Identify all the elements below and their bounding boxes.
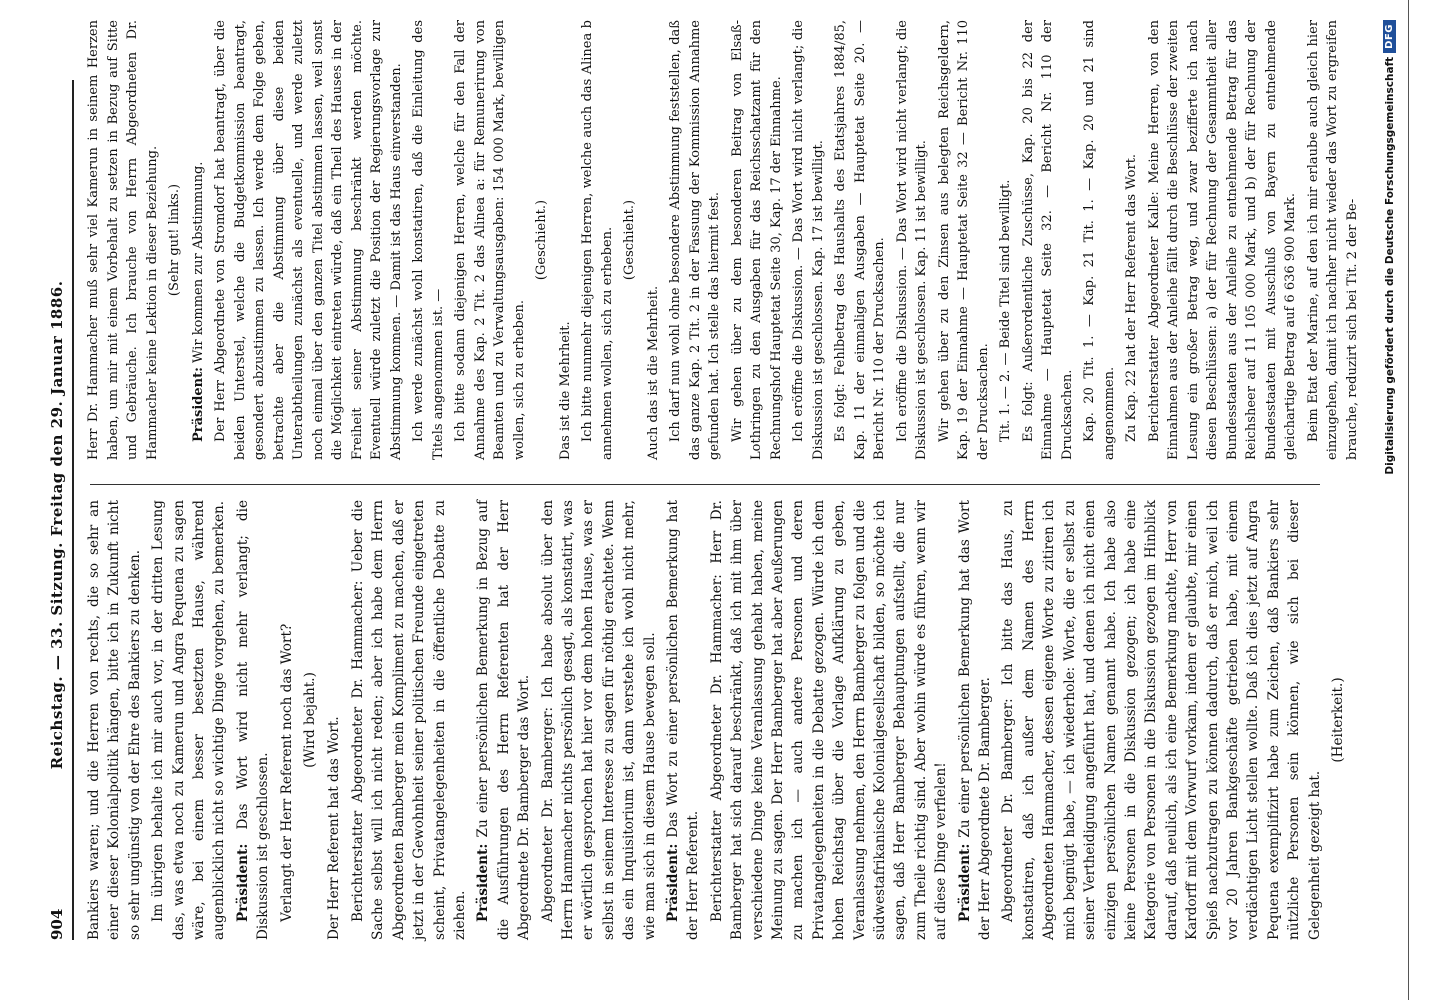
page-title: Reichstag. — 33. Sitzung. Freitag den 29. Januar 1886. xyxy=(48,280,66,770)
paragraph xyxy=(473,500,534,940)
paragraph xyxy=(663,500,704,940)
right-column xyxy=(84,20,1365,460)
speaker-label: Präsident: xyxy=(664,843,681,922)
paragraph: Der Herr Abgeordnete von Stromdorf hat beantragt, über die beiden Unterstel, welche die Budgetkommission beantragt, gesondert abzustimmen zu lassen. Ich werde dem Folge geben, betrachte aber die Abstimmung über diese beiden Unterabtheilungen zunächst als eventuelle, und werde zuletzt noch einmal über den ganzen Titel abstimmen lassen, weil sonst die Möglichkeit eintreten würde, daß ein Theil des Hauses in der Freiheit seiner Abstimmung beschränkt werden möchte. Eventuell würde zuletzt die Position der Regierungsvorlage zur Abstimmung kommen. — Damit ist das Haus einverstanden. xyxy=(213,20,404,460)
paragraph: Im übrigen behalte ich mir auch vor, in der dritten Lesung das, was etwa noch zu Kamerun und Angra Pequena zu sagen wäre, bei einem besser besetzten Hause, während augenblicklich nicht so wichtige Dinge vorgehen, zu bemerken. xyxy=(150,500,228,940)
paragraph-text: Wir kommen zur Abstimmung. xyxy=(190,161,206,368)
column-divider xyxy=(90,484,1320,485)
paragraph: Tit. 1. — 2. — Beide Titel sind bewilligt. xyxy=(998,179,1013,442)
paragraph: Auch das ist die Mehrheit. xyxy=(645,285,661,460)
paragraph xyxy=(955,500,996,940)
paragraph: Es folgt: Außerordentliche Zuschüsse, Kap. 20 bis 22 der Einnahme — Hauptetat Seite 32. — Bericht Nr. 110 der Drucksachen. xyxy=(1020,20,1075,460)
stage-direction: (Geschieht.) xyxy=(622,199,637,281)
paragraph: Berichterstatter Abgeordneter Dr. Hammacher: Ueber die Sache selbst will ich nicht reden; aber ich habe dem Herrn Abgeordneten Bamberger mein Kompliment zu machen, daß er jetzt in der Gewohnheit seiner politischen Freunde eingetreten scheint, Privatangelegenheiten in die öffentliche Debatte zu ziehen. xyxy=(349,500,468,940)
paragraph-text: Das Wort zu einer persönlichen Bemerkung hat der Herr Referent. xyxy=(664,500,702,940)
paragraph-text: Zu einer persönlichen Bemerkung hat das Wort der Herr Abgeordnete Dr. Bamberger. xyxy=(956,500,994,940)
speaker-label: Präsident: xyxy=(190,367,206,442)
paragraph: Berichterstatter Abgeordneter Dr. Hammacher: Herr Dr. Bamberger hat sich darauf beschränkt, daß ich mit ihm über verschiedene Dinge keine Veranlassung gehabt haben, meine Meinung zu sagen. Der Herr Bamberger hat aber Aeußerungen zu machen ich — auch andere Personen und deren Privatangelegenheiten in die Debatte gezogen. Würde ich dem hohen Reichstag über die Vorlage Aufklärung zu geben, Veranlassung nehmen, den Herrn Bamberger zu folgen und die südwestafrikanische Kolonialgesellschaft bilden, so möchte ich sagen, daß Herr Bamberger Behauptungen aufstellt, die nur zum Theile richtig sind. Aber wohin würde es führen, wenn wir auf diese Dinge verfielen! xyxy=(708,500,950,940)
paragraph: Ich werde zunächst wohl konstatiren, daß die Einleitung des Titels angenommen ist. — xyxy=(411,20,446,460)
paragraph: Kap. 20 Tit. 1. — Kap. 21 Tit. 1. — Kap. 20 und 21 sind angenommen. xyxy=(1082,20,1117,460)
paragraph: Zu Kap. 22 hat der Herr Referent das Wort. xyxy=(1124,153,1139,442)
paragraph: Ich bitte nunmehr diejenigen Herren, welche auch das Alinea b annehmen wollen, sich zu erheben. xyxy=(580,20,615,460)
paragraph: Bankiers waren; und die Herren von rechts, die so sehr an einer dieser Kolonialpolitik hängen, bitte ich in Zukunft nicht so sehr ungünstig von der Ehre des Bankiers zu denken. xyxy=(86,500,143,940)
speaker-label: Präsident: xyxy=(234,843,251,922)
paragraph: Abgeordneter Dr. Bamberger: Ich bitte das Haus, zu konstatiren, daß ich außer dem Namen des Herrn Abgeordneten Hammacher, dessen eigene Worte zu zitiren ich mich begnügt habe, — ich wiederhole: Worte, die er selbst zu seiner Vertheidigung angeführt hat, und denen ich nicht einen einzigen persönlichen Namen genannt habe. Ich habe also keine Personen in die Diskussion gezogen; ich habe eine Kategorie von Personen in die Diskussion gezogen im Hinblick darauf, daß neulich, als ich eine Bemerkung machte, Herr von Kardorff mit dem Vorwurf vorkam, indem er glaubte, mir einen Spieß nachzutragen zu können dadurch, daß er mich, weil ich vor 20 Jahren Bankgeschäfte getrieben habe, mit einem verdächtigen Licht stellen wollte. Daß ich dies jetzt auf Angra Pequena exemplifizirt habe zum Zeichen, daß Bankiers sehr nützliche Personen sein können, wie sich bei dieser Gelegenheit gezeigt hat. xyxy=(1000,500,1323,940)
page-header xyxy=(40,80,74,970)
paragraph: Berichterstatter Abgeordneter Kalle: Meine Herren, von den Einnahmen aus der Anleihe fällt durch die Beschlüsse der zweiten Lesung ein großer Betrag weg, und zwar bezifferte ich nach diesen Beschlüssen: a) der für Rechnung der Gesammtheit aller Bundesstaaten aus der Anleihe zu entnehmende Betrag für das Reichsheer auf 11 105 000 Mark, und b) der für Rechnung der Bundesstaaten mit Ausschluß von Bayern zu entnehmende gleichartige Betrag auf 6 636 900 Mark. xyxy=(1146,20,1298,460)
stage-direction: (Heiterkeit.) xyxy=(1329,677,1346,763)
paragraph-text: Das Wort wird nicht mehr verlangt; die Diskussion ist geschlossen. xyxy=(234,500,272,940)
page-number: 904 xyxy=(48,908,66,940)
paragraph: Der Herr Referent hat das Wort. xyxy=(326,716,343,940)
left-column xyxy=(84,500,1352,940)
paragraph: Beim Etat der Marine, auf den ich mir erlaube auch gleich hier einzugehen, damit ich nachher nicht wieder das Wort zu ergreifen brauche, reduzirt sich bei Tit. 2 der Be- xyxy=(1305,20,1360,460)
scan-edge-line xyxy=(1408,0,1409,1000)
paragraph: Das ist die Mehrheit. xyxy=(557,321,573,460)
stage-direction: (Wird bejaht.) xyxy=(302,672,319,768)
paragraph: Ich darf nun wohl ohne besondere Abstimmung feststellen, daß das ganze Kap. 2 Tit. 2 in der Fassung der Kommission Annahme gefunden hat. Ich stelle das hiermit fest. xyxy=(668,20,722,460)
stage-direction: (Sehr gut! links.) xyxy=(167,183,182,297)
header-rule xyxy=(72,80,74,940)
paragraph: Verlangt der Herr Referent noch das Wort? xyxy=(278,623,295,922)
paragraph-text: Zu einer persönlichen Bemerkung in Bezug auf die Ausführungen des Herrn Referenten hat der Herr Abgeordnete Dr. Bamberger das Wort. xyxy=(475,500,533,940)
speaker-label: Präsident: xyxy=(475,843,492,922)
paragraph: Ich eröffne die Diskussion. — Das Wort wird nicht verlangt; die Diskussion ist geschlossen. Kap. 17 ist bewilligt. xyxy=(791,20,826,460)
paragraph: Abgeordneter Dr. Bamberger: Ich habe absolut über den Herrn Hammacher nichts persönlich gesagt, als konstatirt, was er wörtlich gesprochen hat hier vor dem hohen Hause, was er selbst in seinem Interesse zu sagen für nöthig erachtete. Wenn das ein Inquisitorium ist, dann verstehe ich wohl nicht mehr, wie man sich in diesem Hause bewegen soll. xyxy=(539,500,658,940)
paragraph: Es folgt: Fehlbetrag des Haushalts des Etatsjahres 1884/85, Kap. 11 der einmaligen Ausgaben — Hauptetat Seite 20. — Bericht Nr. 110 der Drucksachen. xyxy=(833,20,887,460)
credit-text: Digitalisierung gefördert durch die Deutsche Forschungsgemeinschaft xyxy=(1383,56,1396,475)
paragraph: Herr Dr. Hammacher muß sehr viel Kamerun in seinem Herzen haben, um mir mit einem Vorbehalt zu setzen in Bezug auf Sitte und Gebräuche. Ich brauche von Herrn Abgeordneten Dr. Hammacher keine Lektion in dieser Beziehung. xyxy=(86,20,160,460)
digitization-credit xyxy=(1383,20,1396,475)
paragraph xyxy=(189,20,209,460)
paragraph: Wir gehen über zu dem besonderen Beitrag von Elsaß-Lothringen zu den Ausgaben für das Reichsschatzamt für den Rechnungshof Hauptetat Seite 30, Kap. 17 der Einnahme. xyxy=(729,20,784,460)
paragraph: Ich bitte sodann diejenigen Herren, welche für den Fall der Annahme des Kap. 2 Tit. 2 das Alinea a: für Remunerirung von Beamten und zu Verwaltungsausgaben: 154 000 Mark, bewilligen wollen, sich zu erheben. xyxy=(453,20,527,460)
paragraph: Wir gehen über zu den Zinsen aus belegten Reichsgeldern, Kap. 19 der Einnahme — Hauptetat Seite 32 — Bericht Nr. 110 der Drucksachen. xyxy=(936,20,991,460)
stage-direction: (Geschieht.) xyxy=(534,199,549,281)
dfg-logo: DFG xyxy=(1383,20,1396,53)
paragraph: Ich eröffne die Diskussion. — Das Wort wird nicht verlangt; die Diskussion ist geschlossen. Kap. 11 ist bewilligt. xyxy=(894,20,929,460)
speaker-label: Präsident: xyxy=(956,843,973,922)
paragraph xyxy=(233,500,274,940)
